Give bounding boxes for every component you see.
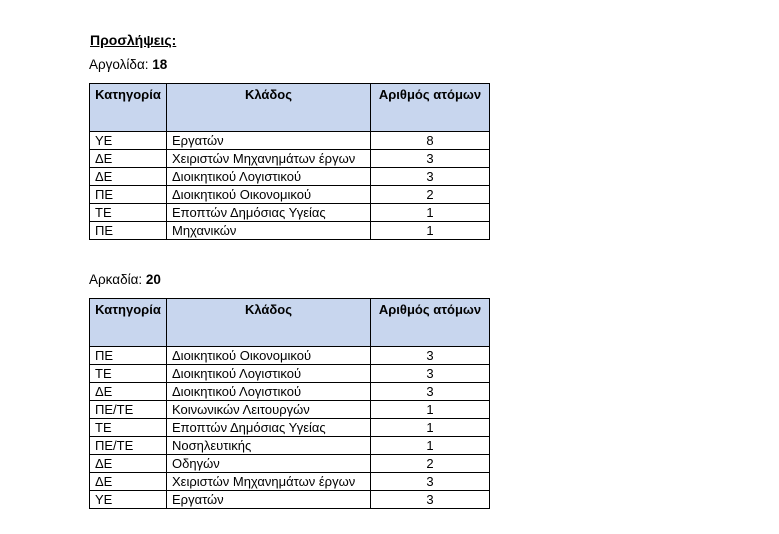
table-row [90, 419, 490, 437]
cell-count: 1 [371, 419, 490, 437]
cell-category: ΔΕ [90, 168, 167, 186]
table-row [90, 473, 490, 491]
cell-count: 3 [371, 168, 490, 186]
cell-count: 3 [371, 491, 490, 509]
region-name: Αργολίδα: [89, 57, 149, 72]
column-header-category: Κατηγορία [90, 84, 167, 132]
cell-branch: Εποπτών Δημόσιας Υγείας [167, 204, 371, 222]
table-row [90, 186, 490, 204]
cell-count: 1 [371, 401, 490, 419]
table-row [90, 383, 490, 401]
cell-category: ΠΕ [90, 347, 167, 365]
cell-branch: Διοικητικού Λογιστικού [167, 365, 371, 383]
column-header-branch: Κλάδος [167, 299, 371, 347]
cell-branch: Χειριστών Μηχανημάτων έργων [167, 150, 371, 168]
cell-count: 2 [371, 455, 490, 473]
table-header-row [90, 299, 490, 347]
cell-count: 1 [371, 437, 490, 455]
table-row [90, 347, 490, 365]
table-row [90, 401, 490, 419]
cell-branch: Εποπτών Δημόσιας Υγείας [167, 419, 371, 437]
cell-count: 1 [371, 204, 490, 222]
hiring-table-argolida [89, 83, 490, 240]
cell-category: ΔΕ [90, 383, 167, 401]
region-name: Αρκαδία: [89, 272, 143, 287]
table-row [90, 455, 490, 473]
cell-branch: Οδηγών [167, 455, 371, 473]
cell-category: ΔΕ [90, 150, 167, 168]
cell-branch: Διοικητικού Οικονομικού [167, 186, 371, 204]
table-row [90, 365, 490, 383]
table-row [90, 491, 490, 509]
cell-category: ΥΕ [90, 132, 167, 150]
cell-category: ΠΕ/ΤΕ [90, 401, 167, 419]
page-heading: Προσλήψεις: [90, 32, 177, 48]
cell-branch: Χειριστών Μηχανημάτων έργων [167, 473, 371, 491]
table-row [90, 132, 490, 150]
region-title-argolida [89, 57, 167, 73]
region-title-arkadia [89, 272, 161, 288]
cell-branch: Εργατών [167, 491, 371, 509]
cell-branch: Διοικητικού Οικονομικού [167, 347, 371, 365]
cell-count: 8 [371, 132, 490, 150]
cell-count: 2 [371, 186, 490, 204]
region-count: 18 [152, 57, 168, 72]
cell-branch: Εργατών [167, 132, 371, 150]
hiring-table-arkadia [89, 298, 490, 509]
table-row [90, 437, 490, 455]
table-row [90, 204, 490, 222]
cell-count: 3 [371, 347, 490, 365]
cell-branch: Νοσηλευτικής [167, 437, 371, 455]
cell-category: ΤΕ [90, 365, 167, 383]
column-header-count: Αριθμός ατόμων [371, 84, 490, 132]
table-row [90, 168, 490, 186]
cell-category: ΥΕ [90, 491, 167, 509]
cell-category: ΔΕ [90, 473, 167, 491]
table-header-row [90, 84, 490, 132]
cell-category: ΤΕ [90, 204, 167, 222]
column-header-count: Αριθμός ατόμων [371, 299, 490, 347]
cell-category: ΠΕ [90, 222, 167, 240]
cell-category: ΔΕ [90, 455, 167, 473]
cell-count: 3 [371, 150, 490, 168]
cell-branch: Διοικητικού Λογιστικού [167, 383, 371, 401]
cell-category: ΠΕ/ΤΕ [90, 437, 167, 455]
column-header-branch: Κλάδος [167, 84, 371, 132]
cell-category: ΠΕ [90, 186, 167, 204]
column-header-category: Κατηγορία [90, 299, 167, 347]
region-count: 20 [145, 272, 161, 287]
cell-branch: Κοινωνικών Λειτουργών [167, 401, 371, 419]
cell-count: 3 [371, 473, 490, 491]
table-row [90, 150, 490, 168]
cell-count: 3 [371, 383, 490, 401]
cell-category: ΤΕ [90, 419, 167, 437]
cell-branch: Μηχανικών [167, 222, 371, 240]
cell-count: 3 [371, 365, 490, 383]
cell-branch: Διοικητικού Λογιστικού [167, 168, 371, 186]
table-row [90, 222, 490, 240]
cell-count: 1 [371, 222, 490, 240]
